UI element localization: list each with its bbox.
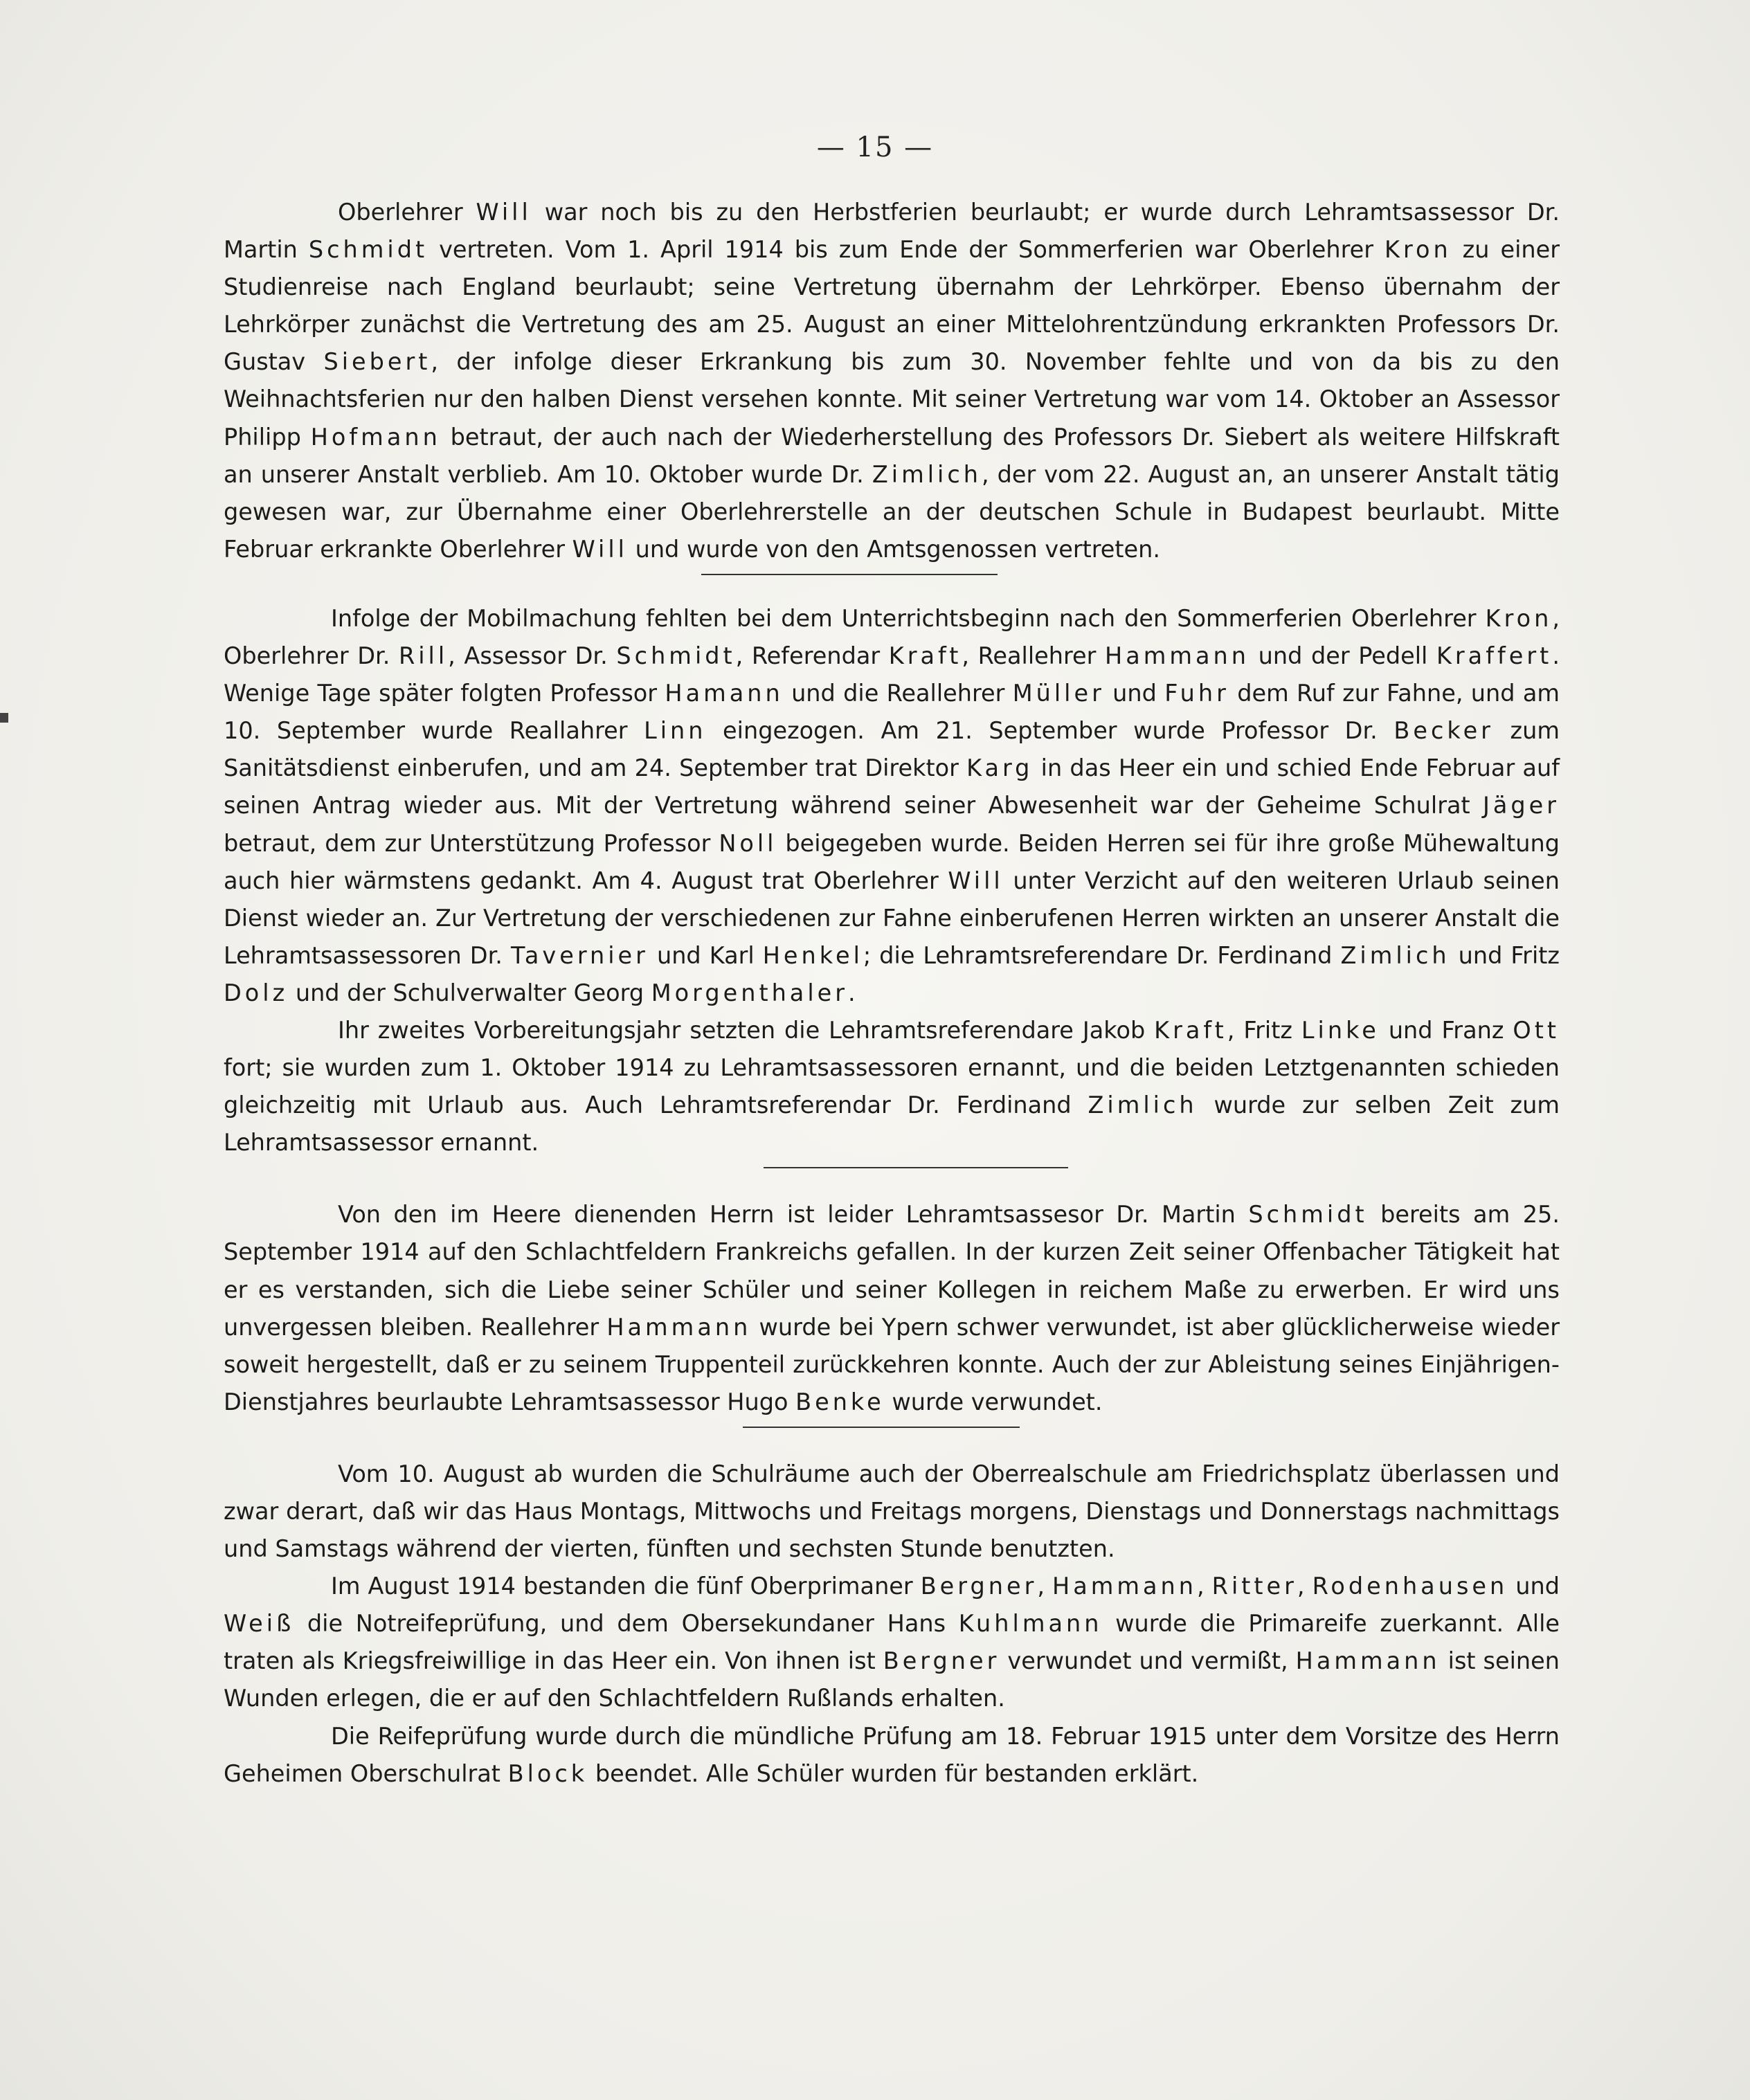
spaced-name: Ritter xyxy=(1211,1573,1297,1600)
spaced-name: Kron xyxy=(1485,604,1553,632)
spaced-name: Siebert xyxy=(323,348,431,376)
text-run: , Referendar xyxy=(735,642,889,670)
text-run: fort; sie wurden zum 1. Oktober 1914 zu Lehramtsassessoren ernannt, und die beiden Letztgenannten schieden gleichzeitig mit Urlaub aus. Auch Lehramtsreferendar Dr. Ferdinand xyxy=(224,1054,1560,1119)
text-run: beigegeben wurde. Beiden Herren sei für ihre große Mühewaltung auch hier wärmstens gedankt. Am 4. August trat Oberlehrer xyxy=(224,829,1560,894)
spaced-name: Kraft xyxy=(1154,1016,1227,1044)
text-run: , xyxy=(1297,1573,1312,1600)
text-run: und der Schulverwalter Georg xyxy=(288,979,651,1006)
spaced-name: Zimlich xyxy=(1340,941,1450,969)
text-run: verwundet und vermißt, xyxy=(1000,1647,1296,1675)
binding-mark xyxy=(0,713,8,723)
spaced-name: Hammann xyxy=(1105,642,1250,670)
spaced-name: Linn xyxy=(644,717,707,745)
text-run: , Fritz xyxy=(1227,1016,1301,1044)
spaced-name: Becker xyxy=(1393,717,1494,745)
text-run: , Assessor Dr. xyxy=(448,642,617,670)
text-run: Vom 10. August ab wurden die Schulräume auch der Oberrealschule am Friedrichsplatz überlassen und zwar derart, daß wir das Haus Montags, Mittwochs und Freitags morgens, Dienstags und Donnerstags nachmittags und Samstags während der vierten, fünften und sechsten Stunde benutzten. xyxy=(224,1460,1560,1563)
text-run: , Oberlehrer Dr. xyxy=(224,604,1560,670)
text-run: Ihr zweites Vorbereitungsjahr setzten die Lehramtsreferendare Jakob xyxy=(338,1016,1155,1044)
spaced-name: Karg xyxy=(966,754,1034,782)
text-run: und Fritz xyxy=(1450,941,1560,969)
spaced-name: Schmidt xyxy=(616,642,736,670)
text-run: betraut, dem zur Unterstützung Professor xyxy=(224,829,719,857)
text-run: Oberlehrer xyxy=(338,199,476,226)
spaced-name: Henkel xyxy=(762,941,863,969)
spaced-name: Tavernier xyxy=(510,941,649,969)
spaced-name: Bergner xyxy=(920,1573,1038,1600)
page-number: — 15 — xyxy=(816,132,934,163)
text-run: die Notreifeprüfung, und dem Obersekundaner Hans xyxy=(294,1610,959,1638)
text-run: dem Ruf zur Fahne, und am 10. September wurde Reallahrer xyxy=(224,680,1560,745)
text-run: und Karl xyxy=(648,941,763,969)
paragraph xyxy=(224,194,1560,568)
spaced-name: Zimlich xyxy=(872,460,982,488)
spaced-name: Rodenhausen xyxy=(1312,1573,1508,1600)
spaced-name: Kraffert xyxy=(1436,642,1553,670)
paragraph xyxy=(224,1456,1560,1568)
text-run: . xyxy=(848,979,856,1006)
text-run: wurde zur selben Zeit zum Lehramtsassessor ernannt. xyxy=(224,1092,1560,1157)
text-run: eingezogen. Am 21. September wurde Professor Dr. xyxy=(706,717,1394,745)
text-run: Von den im Heere dienenden Herrn ist leider Lehramtsassesor Dr. Martin xyxy=(338,1201,1249,1229)
text-run: , der infolge dieser Erkrankung bis zum 30. November fehlte und von da bis zu den Weihnachtsferien nur den halben Dienst versehen konnte. Mit seiner Vertretung war vom 14. Oktober an Assessor Philipp xyxy=(224,348,1560,451)
spaced-name: Hofmann xyxy=(310,423,441,451)
spaced-name: Dolz xyxy=(224,979,289,1006)
text-run: in das Heer ein und schied Ende Februar auf seinen Antrag wieder aus. Mit der Vertretung während seiner Abwesenheit war der Geheime Schulrat xyxy=(224,754,1560,820)
spaced-name: Schmidt xyxy=(308,236,429,264)
text-run: und der Pedell xyxy=(1250,642,1436,670)
text-run: und xyxy=(1508,1573,1560,1600)
paragraph xyxy=(224,1012,1560,1161)
spaced-name: Will xyxy=(948,867,1004,894)
spaced-name: Müller xyxy=(1012,680,1105,707)
text-run: und wurde von den Amtsgenossen vertreten. xyxy=(627,535,1161,563)
text-run: zu einer Studienreise nach England beurlaubt; seine Vertretung übernahm der Lehrkörper. Ebenso übernahm der Lehrkörper zunächst die Vertretung des am 25. August an einer Mittelohrentzündung erkrankten Professors Dr. Gustav xyxy=(224,236,1560,376)
text-run: und die Reallehrer xyxy=(783,680,1013,707)
paragraph xyxy=(224,1568,1560,1717)
text-run: war noch bis zu den Herbstferien beurlaubt; er wurde durch Lehramtsassessor Dr. Martin xyxy=(224,199,1560,264)
text-run: , der vom 22. August an, an unserer Anstalt tätig gewesen war, zur Übernahme einer Oberlehrerstelle an der deutschen Schule in Budapest beurlaubt. Mitte Februar erkrankte Oberlehrer xyxy=(224,460,1560,563)
text-run: Infolge der Mobilmachung fehlten bei dem Unterrichtsbeginn nach den Sommerferien Oberlehrer xyxy=(331,604,1486,632)
paragraph xyxy=(224,1196,1560,1421)
body-text xyxy=(224,194,1560,1793)
spaced-name: Zimlich xyxy=(1088,1092,1198,1119)
spaced-name: Hamann xyxy=(665,680,784,707)
paragraph xyxy=(224,600,1560,1012)
text-run: bereits am 25. September 1914 auf den Schlachtfeldern Frankreichs gefallen. In der kurzen Zeit seiner Offenbacher Tätigkeit hat er es verstanden, sich die Liebe seiner Schüler und seiner Kollegen in reichem Maße zu erwerben. Er wird uns unvergessen bleiben. Reallehrer xyxy=(224,1201,1560,1341)
spaced-name: Block xyxy=(507,1759,588,1787)
spaced-name: Kraft xyxy=(888,642,962,670)
text-run: , Reallehrer xyxy=(962,642,1106,670)
spaced-name: Will xyxy=(476,199,532,226)
spaced-name: Kuhlmann xyxy=(958,1610,1103,1638)
spaced-name: Rill xyxy=(398,642,449,670)
spaced-name: Ott xyxy=(1513,1016,1560,1044)
text-run: , xyxy=(1037,1573,1053,1600)
spaced-name: Bergner xyxy=(883,1647,1000,1675)
spaced-name: Linke xyxy=(1301,1016,1380,1044)
spaced-name: Noll xyxy=(719,829,777,857)
spaced-name: Hammann xyxy=(1052,1573,1198,1600)
text-run: , xyxy=(1197,1573,1212,1600)
spaced-name: Benke xyxy=(795,1388,885,1415)
text-run: ; die Lehramtsreferendare Dr. Ferdinand xyxy=(863,941,1341,969)
text-run: betraut, der auch nach der Wiederherstellung des Professors Dr. Siebert als weitere Hilfskraft an unserer Anstalt verblieb. Am 10. Oktober wurde Dr. xyxy=(224,423,1560,488)
text-run: wurde die Primareife zuerkannt. Alle traten als Kriegsfreiwillige in das Heer ein. Von ihnen ist xyxy=(224,1610,1560,1675)
spaced-name: Will xyxy=(572,535,628,563)
spaced-name: Weiß xyxy=(224,1610,295,1638)
spaced-name: Morgenthaler xyxy=(651,979,849,1006)
text-run: unter Verzicht auf den weiteren Urlaub seinen Dienst wieder an. Zur Vertretung der verschiedenen zur Fahne einberufenen Herren wirkten an unserer Anstalt die Lehramtsassessoren Dr. xyxy=(224,867,1560,969)
spaced-name: Schmidt xyxy=(1248,1201,1368,1229)
text-run: und Franz xyxy=(1379,1016,1513,1044)
text-run: vertreten. Vom 1. April 1914 bis zum Ende der Sommerferien war Oberlehrer xyxy=(428,236,1384,264)
text-run: zum Sanitätsdienst einberufen, und am 24. September trat Direktor xyxy=(224,717,1560,782)
text-run: und xyxy=(1104,680,1165,707)
text-run: . Wenige Tage später folgten Professor xyxy=(224,642,1560,707)
text-run: Im August 1914 bestanden die fünf Oberprimaner xyxy=(331,1573,921,1600)
paragraph xyxy=(224,1718,1560,1793)
spaced-name: Hammann xyxy=(606,1313,752,1341)
spaced-name: Kron xyxy=(1384,236,1452,264)
text-run: beendet. Alle Schüler wurden für bestanden erklärt. xyxy=(588,1759,1199,1787)
text-run: Die Reifeprüfung wurde durch die mündliche Prüfung am 18. Februar 1915 unter dem Vorsitze des Herrn Geheimen Oberschulrat xyxy=(224,1722,1560,1787)
spaced-name: Fuhr xyxy=(1164,680,1229,707)
text-run: ist seinen Wunden erlegen, die er auf den Schlachtfeldern Rußlands erhalten. xyxy=(224,1647,1560,1712)
text-run: wurde bei Ypern schwer verwundet, ist aber glücklicherweise wieder soweit hergestellt, daß er zu seinem Truppenteil zurückkehren konnte. Auch der zur Ableistung seines Einjährigen-Dienstjahres beurlaubte Lehramtsassessor Hugo xyxy=(224,1313,1560,1415)
spaced-name: Jäger xyxy=(1482,792,1560,820)
text-run: wurde verwundet. xyxy=(884,1388,1103,1415)
spaced-name: Hammann xyxy=(1295,1647,1441,1675)
